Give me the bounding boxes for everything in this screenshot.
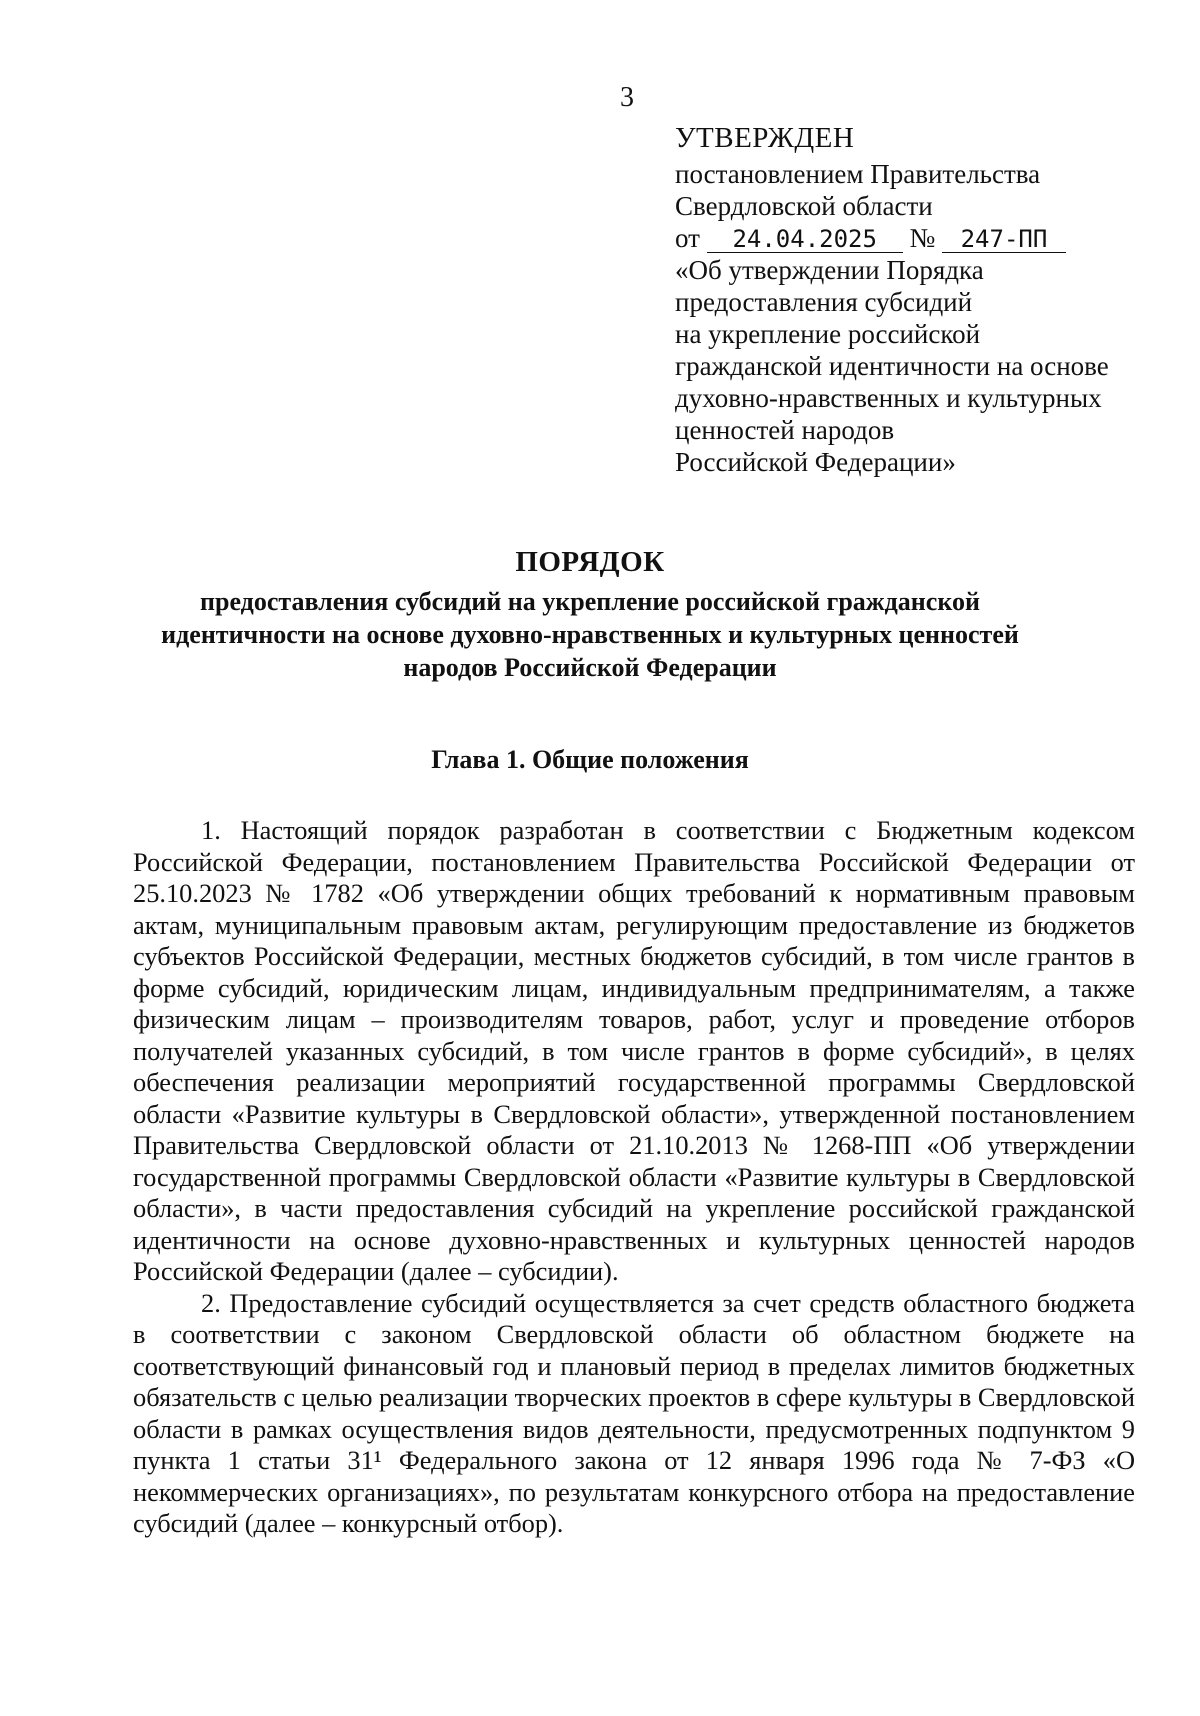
document-body (133, 815, 1135, 1540)
document-title: ПОРЯДОК (515, 546, 665, 578)
paragraph-1: 1. Настоящий порядок разработан в соответствии с Бюджетным кодексом Российской Федерации, постановлением Правительства Российской Федерации от 25.10.2023 № 1782 «Об утверждении общих требований к нормативным правовым актам, муниципальным правовым актам, регулирующим предоставление из бюджетов субъектов Российской Федерации, местных бюджетов субсидий, в том числе грантов в форме субсидий, юридическим лицам, индивидуальным предпринимателям, а также физическим лицам – производителям товаров, работ, услуг и проведение отборов получателей указанных субсидий, в том числе грантов в форме субсидий», в целях обеспечения реализации мероприятий государственной программы Свердловской области «Развитие культуры в Свердловской области», утвержденной постановлением Правительства Свердловской области от 21.10.2013 № 1268-ПП «Об утверждении государственной программы Свердловской области «Развитие культуры в Свердловской области», в части предоставления субсидий на укрепление российской гражданской идентичности на основе духовно-нравственных и культурных ценностей народов Российской Федерации (далее – субсидии). (133, 815, 1135, 1286)
approval-title-line: гражданской идентичности на основе (675, 351, 1109, 381)
approval-block (675, 122, 1145, 478)
approval-title-line: духовно-нравственных и культурных (675, 383, 1102, 413)
approval-line-1: постановлением Правительства (675, 159, 1041, 189)
chapter-title: Глава 1. Общие положения (431, 745, 749, 774)
paragraph-2: 2. Предоставление субсидий осуществляется за счет средств областного бюджета в соответствии с законом Свердловской области об областном бюджете на соответствующий финансовый год и плановый период в пределах лимитов бюджетных обязательств с целью реализации творческих проектов в сфере культуры в Свердловской области в рамках осуществления видов деятельности, предусмотренных подпунктом 9 пункта 1 статьи 31¹ Федерального закона от 12 января 1996 года № 7-ФЗ «О некоммерческих организациях», по результатам конкурсного отбора на предоставление субсидий (далее – конкурсный отбор). (133, 1287, 1135, 1538)
approval-title-line: на укрепление российской (675, 319, 981, 349)
approval-header: УТВЕРЖДЕН (675, 122, 855, 154)
document-subtitle: предоставления субсидий на укрепление российской гражданской идентичности на основе духовно-нравственных и культурных ценностей народов Российской Федерации (161, 587, 1019, 682)
approval-date: 24.04.2025 (707, 226, 903, 253)
approval-title-line: предоставления субсидий (675, 287, 973, 317)
approval-title-line: Российской Федерации» (675, 447, 956, 477)
approval-number: 247-ПП (942, 226, 1066, 253)
date-prefix: от (675, 223, 700, 253)
number-prefix: № (909, 223, 936, 253)
approval-title-line: «Об утверждении Порядка (675, 255, 984, 285)
approval-line-2: Свердловской области (675, 191, 933, 221)
approval-title-line: ценностей народов (675, 415, 895, 445)
approval-date-line (675, 222, 1145, 254)
document-heading (120, 545, 1060, 684)
page-number: 3 (620, 82, 634, 113)
